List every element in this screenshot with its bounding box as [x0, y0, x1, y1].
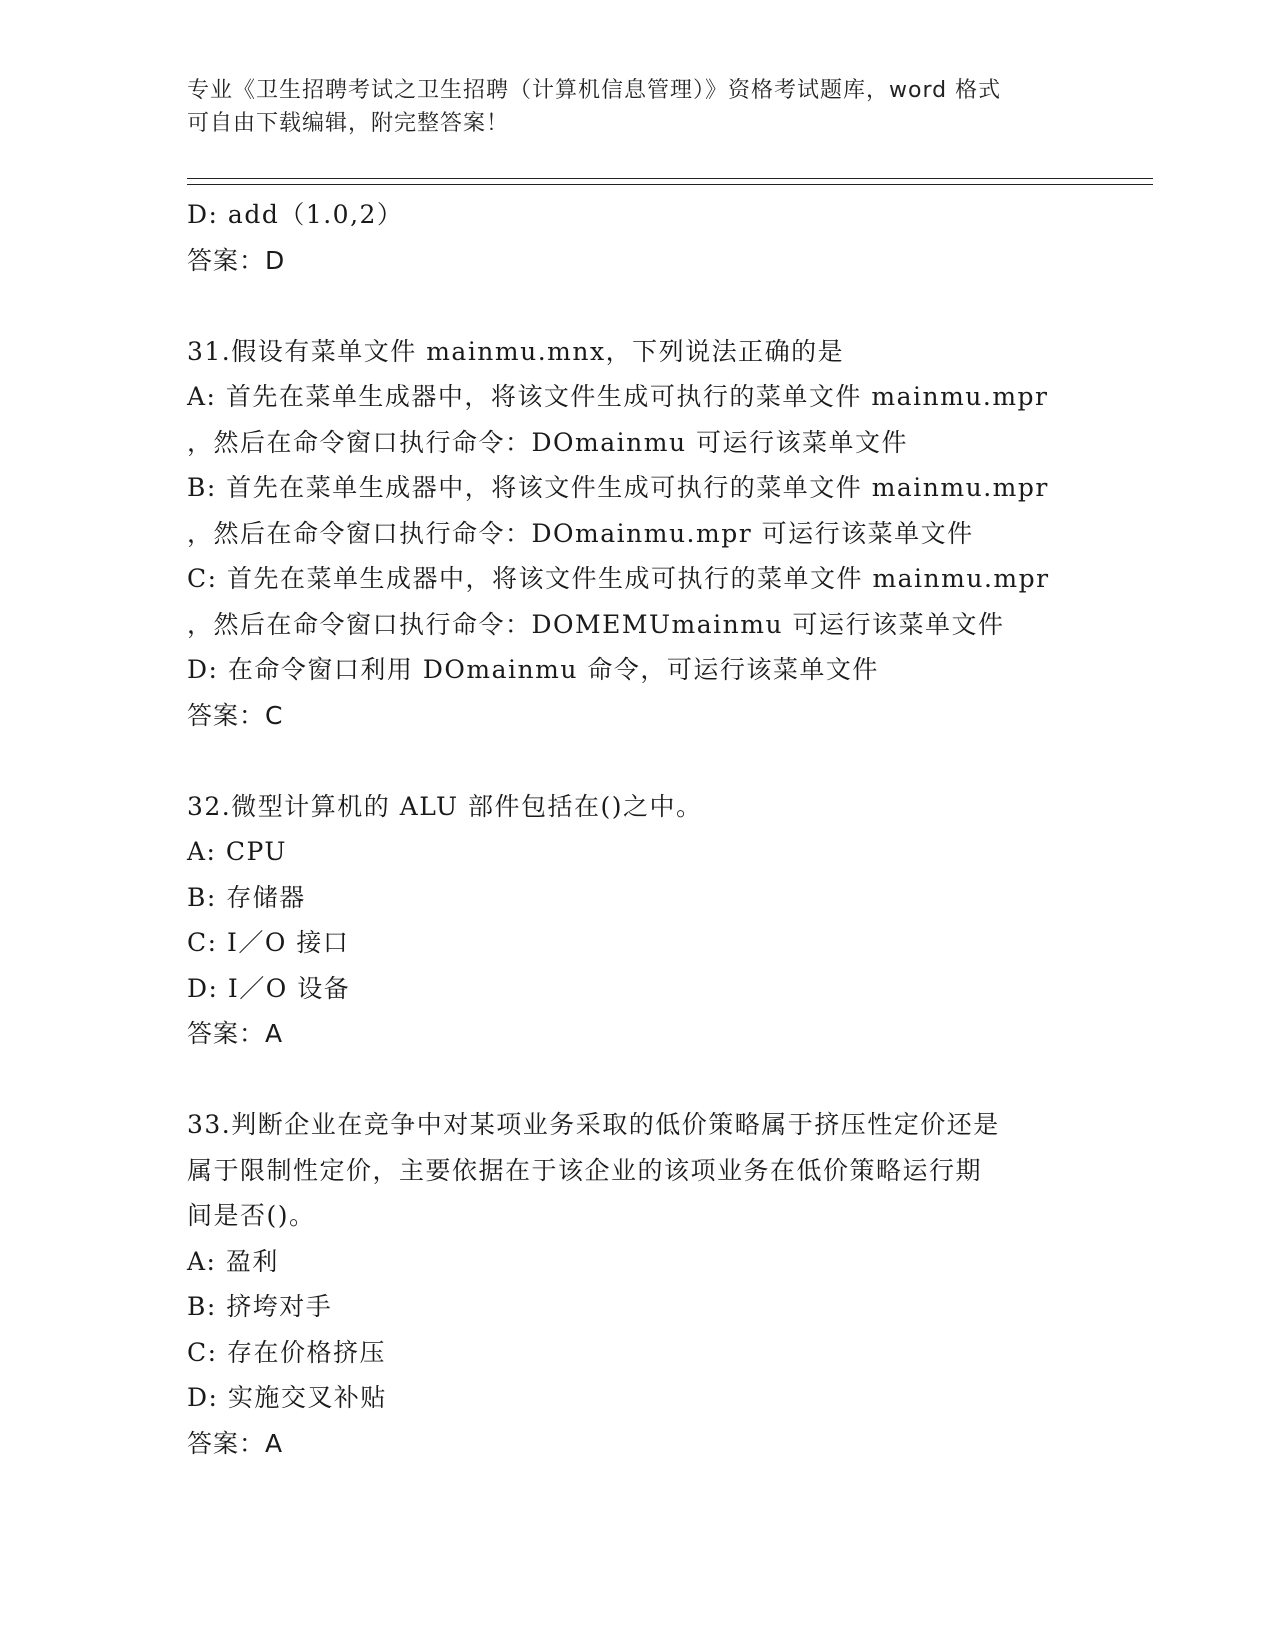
spacer — [187, 283, 1147, 329]
option-line: C: I／O 接口 — [187, 928, 350, 957]
option-line: ，然后在命令窗口执行命令：DOmainmu 可运行该菜单文件 — [187, 427, 909, 457]
option-line: A: CPU — [187, 837, 288, 866]
question-31 — [187, 329, 1147, 739]
document-body — [187, 192, 1147, 1466]
header-rule-top — [187, 178, 1153, 179]
option-line: ，然后在命令窗口执行命令：DOmainmu.mpr 可运行该菜单文件 — [187, 518, 974, 548]
spacer — [187, 1057, 1147, 1103]
question-stem: 属于限制性定价，主要依据在于该企业的该项业务在低价策略运行期 — [187, 1155, 983, 1185]
option-line: D: 在命令窗口利用 DOmainmu 命令，可运行该菜单文件 — [187, 655, 879, 684]
question-33 — [187, 1102, 1147, 1466]
option-line: A: 首先在菜单生成器中，将该文件生成可执行的菜单文件 mainmu.mpr — [187, 382, 1049, 411]
header-line-1: 专业《卫生招聘考试之卫生招聘（计算机信息管理）》资格考试题库，word 格式 — [187, 78, 1002, 103]
option-line: C: 首先在菜单生成器中，将该文件生成可执行的菜单文件 mainmu.mpr — [187, 564, 1050, 593]
option-line: D: I／O 设备 — [187, 973, 351, 1003]
header-line-2: 可自由下载编辑，附完整答案！ — [187, 111, 510, 136]
header-rule-bottom — [187, 184, 1153, 185]
spacer — [187, 738, 1147, 784]
question-stem: 32.微型计算机的 ALU 部件包括在()之中。 — [187, 791, 703, 821]
question-32 — [187, 784, 1147, 1057]
answer-label: 答案：A — [187, 1019, 284, 1048]
answer-label: 答案：A — [187, 1428, 284, 1458]
prev-option-d: D: add（1.0,2） — [187, 200, 404, 229]
option-line: D: 实施交叉补贴 — [187, 1383, 387, 1412]
option-line: ，然后在命令窗口执行命令：DOMEMUmainmu 可运行该菜单文件 — [187, 609, 1005, 639]
question-stem: 33.判断企业在竞争中对某项业务采取的低价策略属于挤压性定价还是 — [187, 1110, 1000, 1139]
question-stem: 31.假设有菜单文件 mainmu.mnx，下列说法正确的是 — [187, 336, 845, 366]
option-line: B: 首先在菜单生成器中，将该文件生成可执行的菜单文件 mainmu.mpr — [187, 473, 1049, 502]
page-header — [187, 74, 1087, 140]
option-line: B: 存储器 — [187, 882, 306, 912]
prev-answer: 答案：D — [187, 245, 286, 275]
option-line: A: 盈利 — [187, 1246, 279, 1276]
option-line: C: 存在价格挤压 — [187, 1337, 386, 1367]
option-line: B: 挤垮对手 — [187, 1292, 333, 1321]
question-stem: 间是否()。 — [187, 1201, 316, 1230]
answer-label: 答案：C — [187, 700, 284, 730]
